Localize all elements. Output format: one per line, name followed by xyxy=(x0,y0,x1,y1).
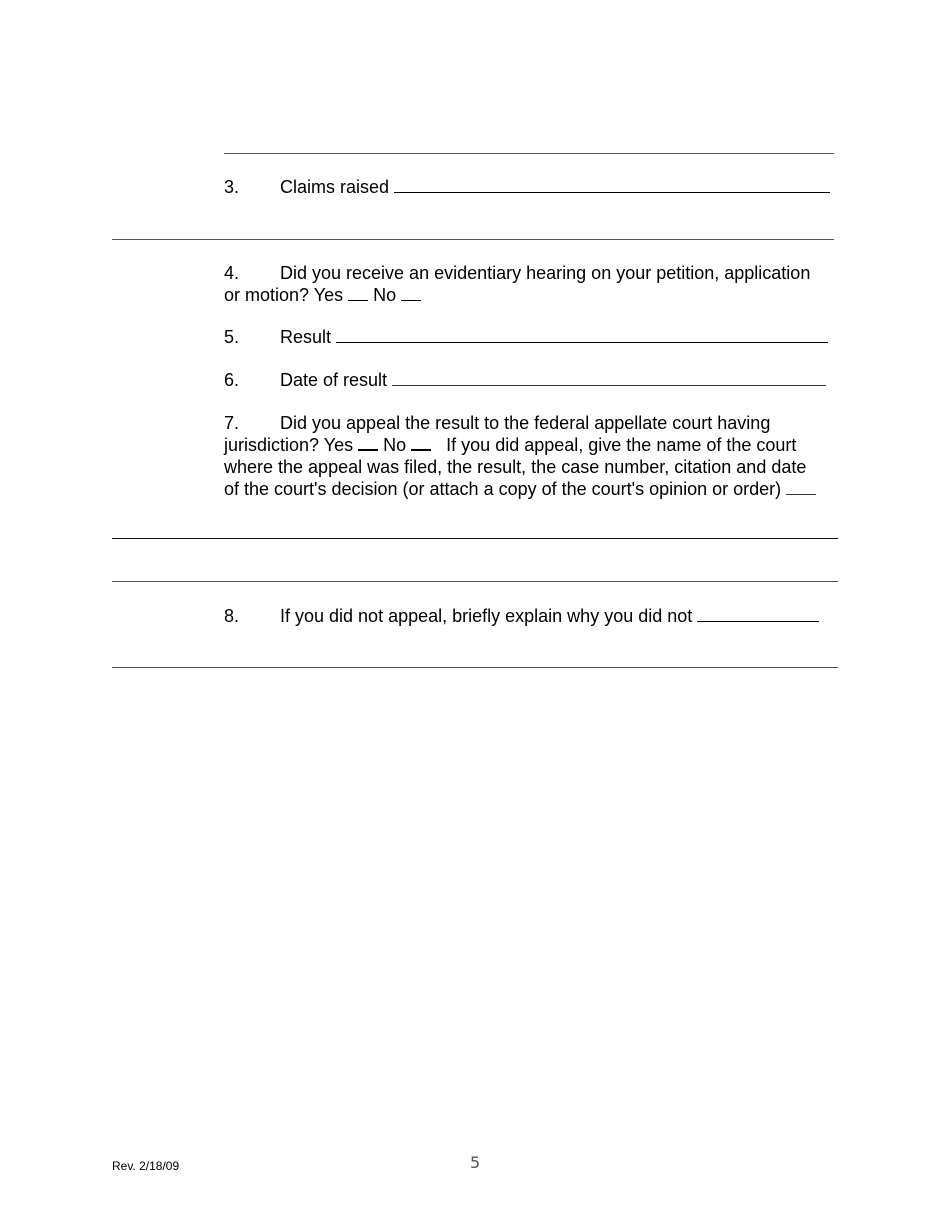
question-text: Did you appeal the result to the federal appellate court having xyxy=(280,413,771,433)
claims-raised-field[interactable] xyxy=(394,176,830,193)
revision-date: Rev. 2/18/09 xyxy=(112,1159,180,1173)
question-7-line-1 xyxy=(224,412,770,434)
question-7-line-4 xyxy=(224,478,816,500)
question-4-line-2 xyxy=(224,284,421,306)
question-text: where the appeal was filed, the result, the case number, citation and date xyxy=(224,457,807,477)
answer-line[interactable] xyxy=(112,239,834,240)
question-number: 3. xyxy=(224,177,240,197)
no-label: No xyxy=(383,435,407,455)
page-number: 5 xyxy=(470,1153,481,1172)
question-number: 4. xyxy=(224,263,240,283)
question-number: 5. xyxy=(224,327,240,347)
question-text: Did you receive an evidentiary hearing on your petition, application xyxy=(280,263,811,283)
question-number: 6. xyxy=(224,370,240,390)
answer-line[interactable] xyxy=(112,538,838,539)
question-text: or motion? Yes xyxy=(224,285,344,305)
question-text: If you did appeal, give the name of the court xyxy=(446,435,797,455)
question-7-line-2 xyxy=(224,434,796,456)
result-field[interactable] xyxy=(336,326,828,343)
date-of-result-field[interactable] xyxy=(392,369,826,386)
answer-line[interactable] xyxy=(224,153,834,154)
yes-blank[interactable] xyxy=(358,434,378,451)
question-7-line-3 xyxy=(224,456,806,478)
question-8 xyxy=(224,605,819,627)
question-3 xyxy=(224,176,830,198)
question-text: Result xyxy=(280,327,332,347)
question-text: jurisdiction? Yes xyxy=(224,435,354,455)
no-appeal-reason-field[interactable] xyxy=(697,605,819,622)
no-blank[interactable] xyxy=(401,285,421,301)
no-label: No xyxy=(373,285,397,305)
question-text: If you did not appeal, briefly explain why you did not xyxy=(280,606,693,626)
yes-blank[interactable] xyxy=(348,285,368,301)
question-text: Claims raised xyxy=(280,177,390,197)
appeal-details-field[interactable] xyxy=(786,478,816,495)
question-text: Date of result xyxy=(280,370,388,390)
question-5 xyxy=(224,326,828,348)
no-blank[interactable] xyxy=(411,434,431,451)
answer-line[interactable] xyxy=(112,667,838,668)
question-text: of the court's decision (or attach a copy of the court's opinion or order) xyxy=(224,479,782,499)
question-6 xyxy=(224,369,826,391)
answer-line[interactable] xyxy=(112,581,838,582)
question-number: 8. xyxy=(224,606,240,626)
question-number: 7. xyxy=(224,413,240,433)
question-4-line-1 xyxy=(224,262,810,284)
